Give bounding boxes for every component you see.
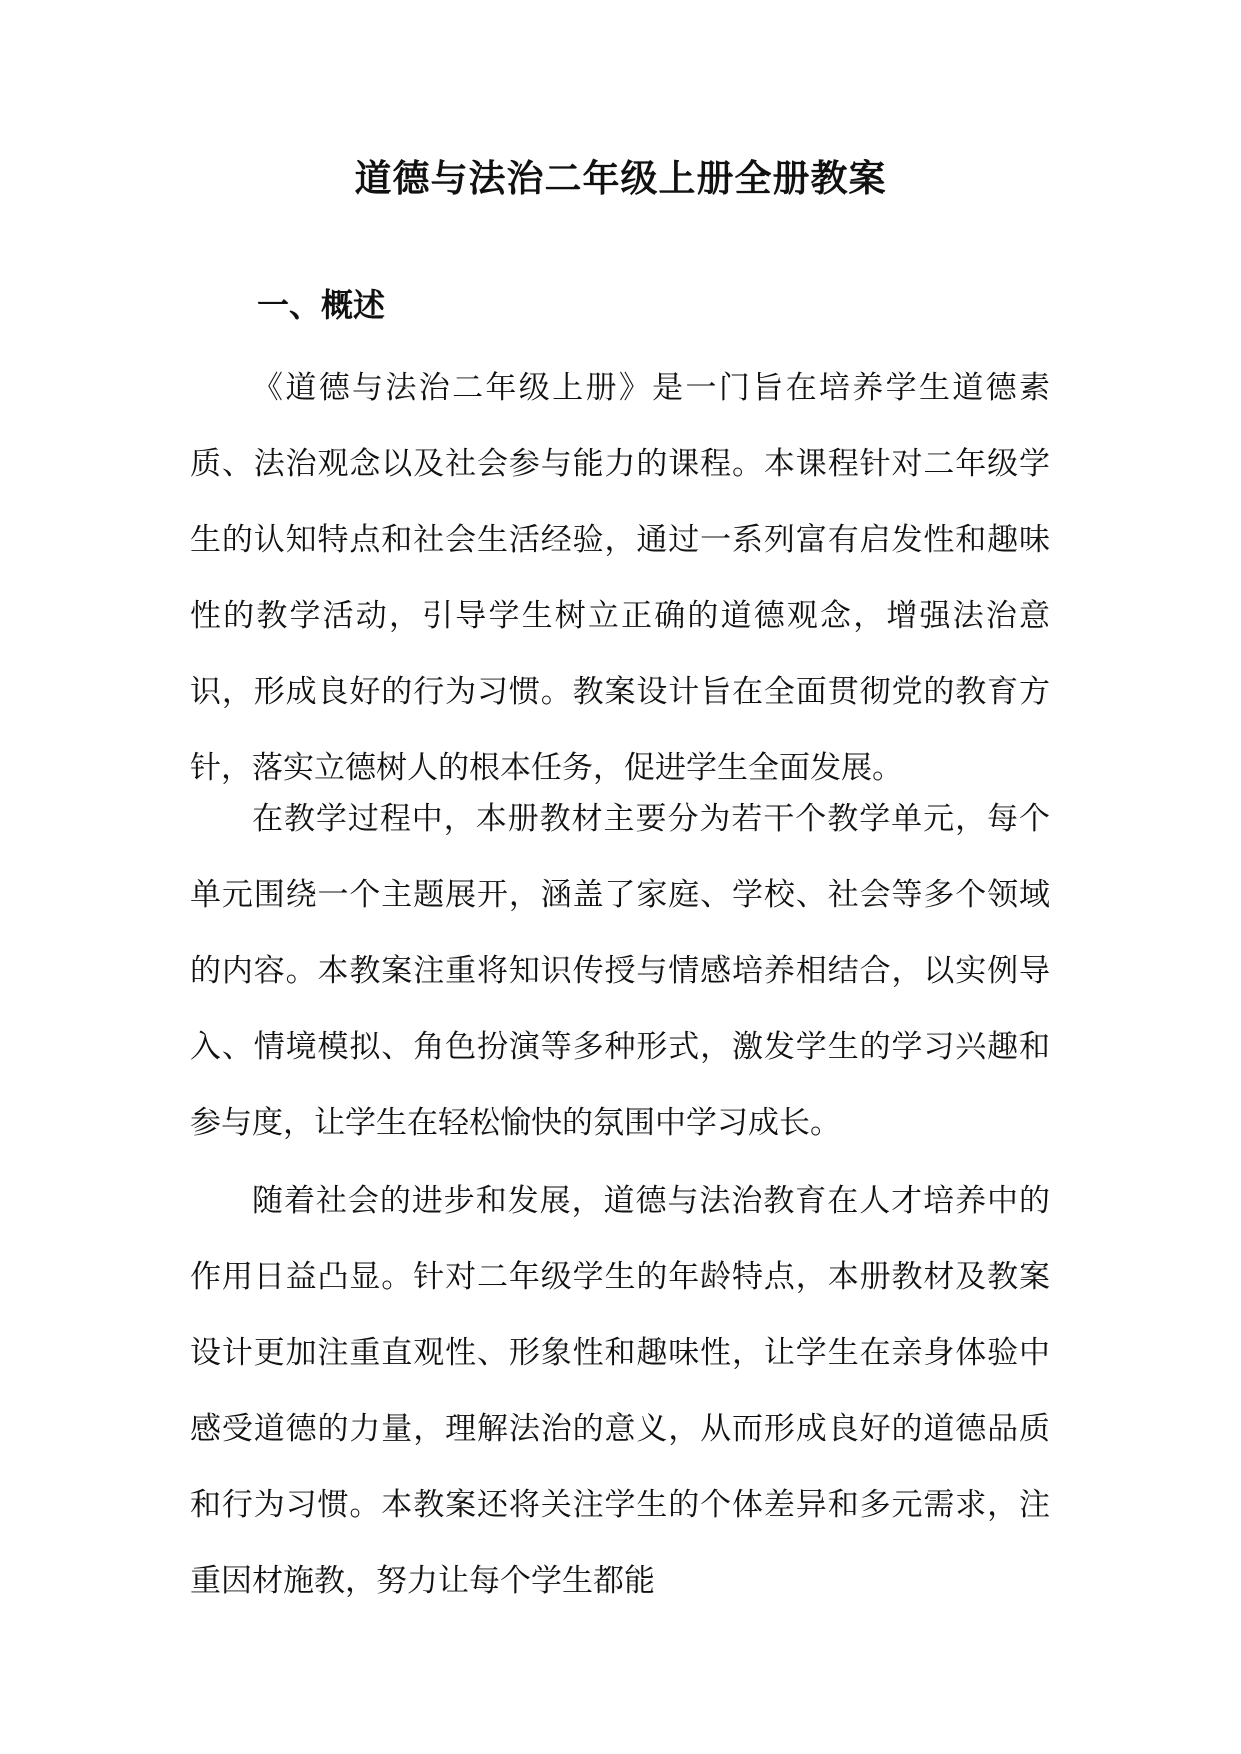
paragraph-1: 《道德与法治二年级上册》是一门旨在培养学生道德素质、法治观念以及社会参与能力的课程。本课程针对二年级学生的认知特点和社会生活经验，通过一系列富有启发性和趣味性的教学活动，引导学生树立正确的道德观念，增强法治意识，形成良好的行为习惯。教案设计旨在全面贯彻党的教育方针，落实立德树人的根本任务，促进学生全面发展。 — [190, 370, 1050, 786]
paragraph-3: 随着社会的进步和发展，道德与法治教育在人才培养中的作用日益凸显。针对二年级学生的年龄特点，本册教材及教案设计更加注重直观性、形象性和趣味性，让学生在亲身体验中感受道德的力量，理解法治的意义，从而形成良好的道德品质和行为习惯。本教案还将关注学生的个体差异和多元需求，注重因材施教，努力让每个学生都能 — [190, 1183, 1050, 1599]
document-title: 道德与法治二年级上册全册教案 — [354, 156, 887, 200]
paragraph-2: 在教学过程中，本册教材主要分为若干个教学单元，每个单元围绕一个主题展开，涵盖了家庭、学校、社会等多个领域的内容。本教案注重将知识传授与情感培养相结合，以实例导入、情境模拟、角色扮演等多种形式，激发学生的学习兴趣和参与度，让学生在轻松愉快的氛围中学习成长。 — [190, 801, 1050, 1141]
section-heading: 一、概述 — [257, 286, 386, 324]
